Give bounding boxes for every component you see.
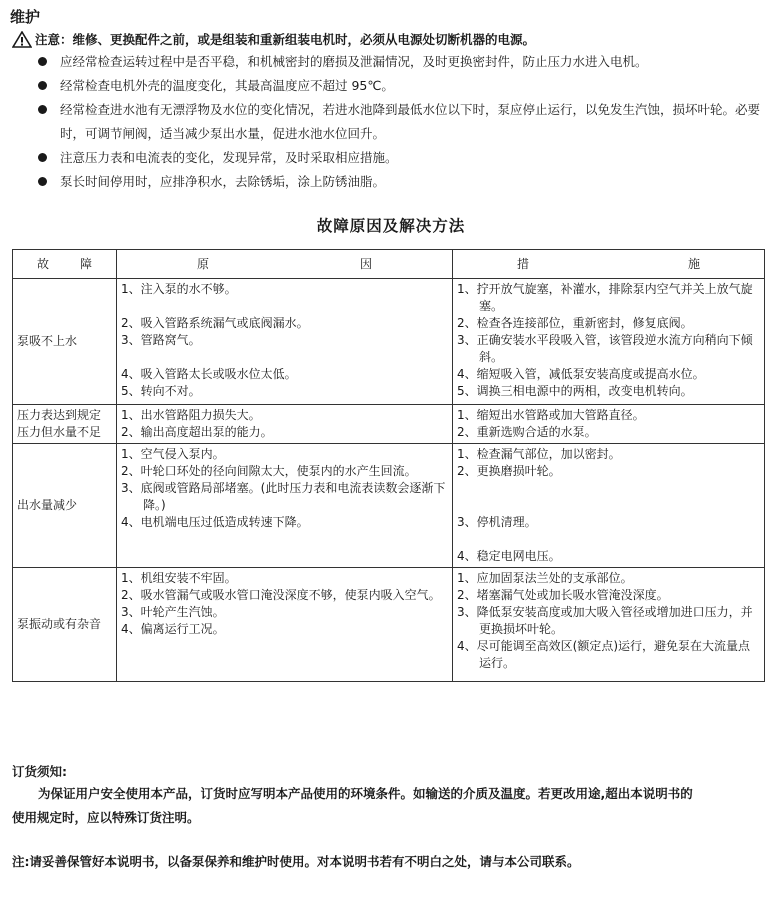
cause-cell (117, 568, 453, 682)
table-row (13, 405, 765, 444)
cause-item: 2、输出高度超出泵的能力。 (121, 425, 273, 439)
fault-cell: 泵吸不上水 (13, 279, 117, 405)
warning-triangle-icon (12, 31, 32, 48)
fault-cell: 泵振动或有杂音 (13, 568, 117, 682)
table-header-row (13, 250, 765, 279)
fix-item: 3、降低泵安装高度或加大吸入管径或增加进口压力，并更换损坏叶轮。 (457, 605, 753, 636)
cause-item: 2、吸入管路系统漏气或底阀漏水。 (121, 316, 309, 330)
cause-item: 1、空气侵入泵内。 (121, 447, 225, 461)
fix-item: 1、应加固泵法兰处的支承部位。 (457, 571, 633, 585)
fix-item: 4、稳定电网电压。 (457, 549, 561, 563)
bullet-dot-icon (38, 105, 47, 114)
fix-cell (453, 279, 765, 405)
bullet-dot-icon (38, 153, 47, 162)
header-fix: 措施 (453, 250, 765, 279)
table-row (13, 444, 765, 568)
spacer (457, 497, 760, 514)
fix-item: 2、更换磨损叶轮。 (457, 464, 561, 478)
spacer (121, 349, 448, 366)
cause-item: 3、底阀或管路局部堵塞。(此时压力表和电流表读数会逐渐下降。) (121, 481, 446, 512)
cause-cell (117, 444, 453, 568)
cause-item: 4、电机端电压过低造成转速下降。 (121, 515, 309, 529)
spacer (457, 531, 760, 548)
fix-item: 3、停机清理。 (457, 515, 537, 529)
fix-item: 4、缩短吸入管，减低泵安装高度或提高水位。 (457, 367, 705, 381)
cause-item: 2、叶轮口环处的径向间隙太大，使泵内的水产生回流。 (121, 464, 417, 478)
cause-item: 3、管路窝气。 (121, 333, 201, 347)
bullet-dot-icon (38, 57, 47, 66)
table-row (13, 279, 765, 405)
cause-item: 1、出水管路阻力损失大。 (121, 408, 261, 422)
spacer (121, 298, 448, 315)
bullet-item: 注意压力表和电流表的变化，发现异常，及时采取相应措施。 (38, 146, 774, 170)
fix-item: 3、正确安装水平段吸入管，该管段逆水流方向稍向下倾斜。 (457, 333, 753, 364)
maintenance-title: 维护 (10, 8, 41, 26)
fix-cell (453, 444, 765, 568)
bullet-dot-icon (38, 177, 47, 186)
fix-item: 2、堵塞漏气处或加长吸水管淹没深度。 (457, 588, 669, 602)
cause-item: 4、偏离运行工况。 (121, 622, 225, 636)
fix-item: 5、调换三相电源中的两相，改变电机转向。 (457, 384, 693, 398)
bullet-item: 泵长时间停用时，应排净积水，去除锈垢，涂上防锈油脂。 (38, 170, 774, 194)
cause-item: 3、叶轮产生汽蚀。 (121, 605, 225, 619)
table-row (13, 568, 765, 682)
fault-cell: 压力表达到规定压力但水量不足 (13, 405, 117, 444)
fix-item: 1、拧开放气旋塞，补灌水，排除泵内空气并关上放气旋塞。 (457, 282, 753, 313)
footer-note: 注:请妥善保管好本说明书，以备泵保养和维护时使用。对本说明书若有不明白之处，请与本公司联系。 (12, 854, 580, 869)
header-fault: 故障 (13, 250, 117, 279)
bullet-item: 应经常检查运转过程中是否平稳，和机械密封的磨损及泄漏情况，及时更换密封件，防止压力水进入电机。 (38, 50, 774, 74)
cause-item: 1、机组安装不牢固。 (121, 571, 237, 585)
fault-cell: 出水量减少 (13, 444, 117, 568)
warning-notice (12, 30, 535, 48)
fault-table-title: 故障原因及解决方法 (316, 217, 466, 235)
cause-cell (117, 405, 453, 444)
warning-text: 注意：维修、更换配件之前，或是组装和重新组装电机时，必须从电源处切断机器的电源。 (35, 32, 536, 47)
order-paragraph-line2: 使用规定时，应以特殊订货注明。 (12, 810, 200, 825)
maintenance-bullets (38, 50, 774, 194)
cause-item: 2、吸水管漏气或吸水管口淹没深度不够，使泵内吸入空气。 (121, 588, 441, 602)
cause-item: 1、注入泵的水不够。 (121, 282, 237, 296)
fix-item: 2、重新选购合适的水泵。 (457, 425, 597, 439)
fix-item: 2、检查各连接部位，重新密封，修复底阀。 (457, 316, 693, 330)
fix-cell (453, 568, 765, 682)
order-heading: 订货须知: (12, 764, 67, 779)
cause-cell (117, 279, 453, 405)
cause-item: 5、转向不对。 (121, 384, 201, 398)
order-paragraph-line1: 为保证用户安全使用本产品，订货时应写明本产品使用的环境条件。如输送的介质及温度。若更改用途,超出本说明书的 (38, 786, 693, 801)
fix-cell (453, 405, 765, 444)
bullet-item: 经常检查电机外壳的温度变化，其最高温度应不超过 95℃。 (38, 74, 774, 98)
spacer (457, 480, 760, 497)
fault-table (12, 249, 765, 682)
bullet-dot-icon (38, 81, 47, 90)
bullet-item: 经常检查进水池有无漂浮物及水位的变化情况，若进水池降到最低水位以下时，泵应停止运行，以免发生汽蚀，损坏叶轮。必要时，可调节闸阀，适当减少泵出水量，促进水池水位回升。 (38, 98, 774, 146)
cause-item: 4、吸入管路太长或吸水位太低。 (121, 367, 297, 381)
fix-item: 1、缩短出水管路或加大管路直径。 (457, 408, 645, 422)
header-cause: 原因 (117, 250, 453, 279)
fix-item: 4、尽可能调至高效区(额定点)运行，避免泵在大流量点运行。 (457, 639, 751, 670)
fix-item: 1、检查漏气部位，加以密封。 (457, 447, 621, 461)
